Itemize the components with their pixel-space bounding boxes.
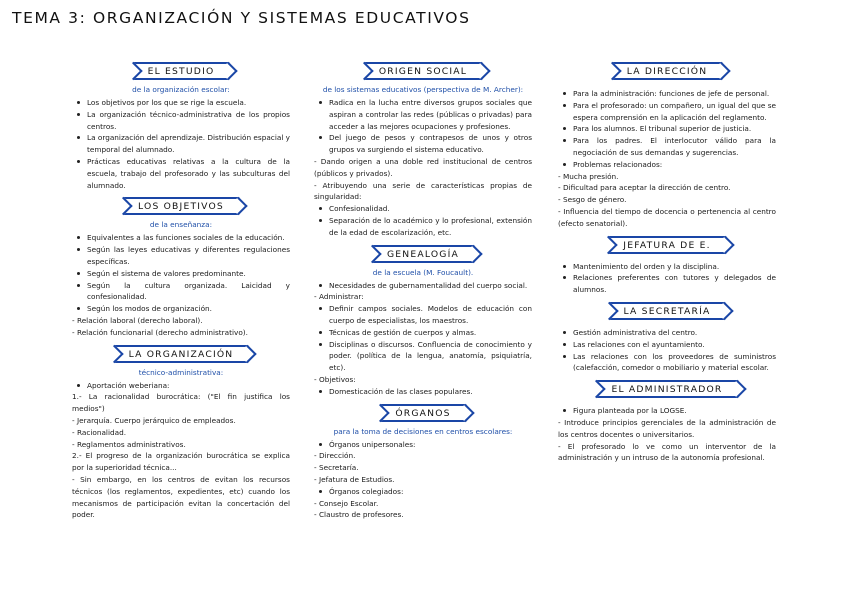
list-item: Radica en la lucha entre diversos grupos sociales que aspiran a controlar las redes (públicas o privadas) para acceder a las mejores ocupaciones y profesiones.: [329, 98, 532, 131]
list-item: La organización técnico-administrativa de los propios centros.: [87, 109, 290, 131]
text-line: - Jerarquía. Cuerpo jerárquico de empleados.: [72, 415, 236, 425]
list-item: Las relaciones con el ayuntamiento.: [573, 339, 776, 351]
list-estudio: [72, 97, 290, 191]
list-direccion: [558, 88, 776, 171]
sub-organizacion: técnico-administrativa:: [138, 367, 224, 377]
list-item: Según los modos de organización.: [87, 303, 290, 315]
text-line: - Influencia del tiempo de docencia o pertenencia al centro (efecto senatorial).: [558, 206, 776, 228]
heading-genealogia: GENEALOGÍA: [371, 245, 475, 263]
list-genealogia-2: [314, 303, 532, 374]
heading-objetivos: LOS OBJETIVOS: [122, 197, 240, 215]
list-item: Aportación weberiana:: [87, 380, 290, 392]
list-item: Los objetivos por los que se rige la escuela.: [87, 97, 290, 109]
sub-objetivos: de la enseñanza:: [149, 220, 213, 230]
section-jefatura: [558, 236, 776, 296]
heading-origen: ORIGEN SOCIAL: [363, 62, 483, 80]
section-organos: [314, 404, 532, 522]
list-item: Según la cultura organizada. Laicidad y confesionalidad.: [87, 280, 290, 302]
column-3: [558, 62, 776, 470]
list-item: Separación de lo académico y lo profesional, extensión de la edad de escolarización, etc.: [329, 215, 532, 237]
column-1: [72, 62, 290, 527]
text-line: - Dificultad para aceptar la dirección de centro.: [558, 183, 731, 193]
list-item: Domesticación de las clases populares.: [329, 386, 532, 398]
section-objetivos: [72, 197, 290, 338]
sub-estudio: de la organización escolar:: [132, 85, 230, 94]
section-estudio: [72, 62, 290, 191]
heading-administrador: EL ADMINISTRADOR: [595, 380, 738, 398]
list-item: Órganos colegiados:: [329, 486, 532, 498]
section-direccion: [558, 62, 776, 230]
heading-jefatura: JEFATURA DE E.: [607, 236, 726, 254]
text-line: - Relación funcionarial (derecho administrativo).: [72, 327, 248, 337]
heading-organizacion: LA ORGANIZACIÓN: [113, 345, 250, 363]
list-objetivos: [72, 232, 290, 315]
sub-organos: para la toma de decisiones en centros escolares:: [333, 426, 513, 436]
list-jefatura: [558, 261, 776, 296]
list-organos: [314, 439, 532, 451]
column-2: [314, 62, 532, 527]
section-organizacion: [72, 345, 290, 522]
heading-estudio: EL ESTUDIO: [132, 62, 231, 80]
section-secretaria: [558, 302, 776, 374]
text-line: - Sin embargo, en los centros de evitan los recursos técnicos (los reglamentos, expedientes, etc) cuando los mecanismos de participación evitan la concertación del poder.: [72, 474, 290, 520]
text-line: - Objetivos:: [314, 374, 356, 384]
text-line: - Dirección.: [314, 451, 356, 461]
text-line: - Administrar:: [314, 292, 364, 302]
text-line: - Racionalidad.: [72, 427, 127, 437]
list-item: Órganos unipersonales:: [329, 439, 532, 451]
list-item: Técnicas de gestión de cuerpos y almas.: [329, 327, 532, 339]
list-item: Para los padres. El interlocutor válido para la negociación de sus demandas y sugerencias.: [573, 136, 776, 157]
heading-organos: ÓRGANOS: [379, 404, 466, 422]
list-item: Necesidades de gubernamentalidad del cuerpo social.: [329, 280, 532, 292]
list-organizacion: [72, 380, 290, 392]
list-item: Disciplinas o discursos. Confluencia de conocimiento y poder. (política de la lengua, anatomía, psiquiatría, etc).: [329, 339, 532, 373]
list-item: Relaciones preferentes con tutores y delegados de alumnos.: [573, 273, 776, 295]
text-line: - Reglamentos administrativos.: [72, 439, 186, 449]
list-item: Figura planteada por la LOGSE.: [573, 405, 776, 417]
list-secretaria: [558, 327, 776, 374]
text-line: - Mucha presión.: [558, 171, 619, 181]
text-line: - Introduce principios gerenciales de la administración de los centros docentes o universitarios.: [558, 417, 776, 439]
list-organos-2: [314, 486, 532, 498]
list-item: Gestión administrativa del centro.: [573, 327, 776, 339]
list-item: Para la administración: funciones de jefe de personal.: [573, 88, 776, 100]
list-item: Mantenimiento del orden y la disciplina.: [573, 261, 776, 273]
heading-secretaria: LA SECRETARÍA: [608, 302, 727, 320]
list-item: Prácticas educativas relativas a la cultura de la escuela, trabajo del profesorado y las subculturas del alumnado.: [87, 156, 290, 190]
text-line: - Dando origen a una doble red institucional de centros (públicos y privados).: [314, 156, 532, 178]
list-item: Las relaciones con los proveedores de suministros (calefacción, comedor o mobiliario y material escolar.: [573, 351, 776, 373]
list-item: Confesionalidad.: [329, 203, 532, 215]
text-line: - Relación laboral (derecho laboral).: [72, 315, 203, 325]
list-item: Según el sistema de valores predominante.: [87, 268, 290, 280]
text-line: - Jefatura de Estudios.: [314, 474, 395, 484]
section-administrador: [558, 380, 776, 464]
list-item: Según las leyes educativas y diferentes regulaciones específicas.: [87, 245, 290, 266]
list-item: Para los alumnos. El tribunal superior de justicia.: [573, 123, 776, 135]
text-line: - Atribuyendo una serie de características propias de singularidad:: [314, 180, 532, 202]
text-line: 2.- El progreso de la organización burocrática se explica por la superioridad técnica...: [72, 451, 290, 473]
list-item: Para el profesorado: un compañero, un igual del que se espera comprensión en la aplicación del reglamento.: [573, 100, 776, 122]
list-item: Definir campos sociales. Modelos de educación con cuerpo de especialistas, los maestros.: [329, 304, 532, 325]
list-administrador: [558, 405, 776, 417]
list-origen-2: [314, 203, 532, 238]
text-line: - Claustro de profesores.: [314, 510, 404, 520]
text-line: - El profesorado lo ve como un interventor de la administración y un intruso de la autonomía profesional.: [558, 441, 776, 463]
sub-origen: de los sistemas educativos (perspectiva de M. Archer):: [322, 85, 524, 94]
list-item: Del juego de pesos y contrapesos de unos y otros grupos va surgiendo el sistema educativo.: [329, 133, 532, 155]
list-item: La organización del aprendizaje. Distribución espacial y temporal del alumnado.: [87, 133, 290, 155]
list-genealogia-3: [314, 386, 532, 398]
heading-direccion: LA DIRECCIÓN: [611, 62, 724, 80]
list-genealogia: [314, 280, 532, 292]
list-item: Equivalentes a las funciones sociales de la educación.: [87, 232, 290, 244]
text-line: - Secretaría.: [314, 463, 359, 473]
list-item: Problemas relacionados:: [573, 159, 776, 171]
sub-genealogia: de la escuela (M. Foucault).: [372, 267, 474, 277]
section-origen: [314, 62, 532, 239]
section-genealogia: [314, 245, 532, 398]
text-line: - Consejo Escolar.: [314, 498, 379, 508]
page-title: TEMA 3: ORGANIZACIÓN Y SISTEMAS EDUCATIVOS: [12, 9, 471, 27]
list-origen: [314, 97, 532, 156]
text-line: 1.- La racionalidad burocrática: ("El fin justifica los medios"): [72, 392, 290, 414]
text-line: - Sesgo de género.: [558, 195, 627, 205]
